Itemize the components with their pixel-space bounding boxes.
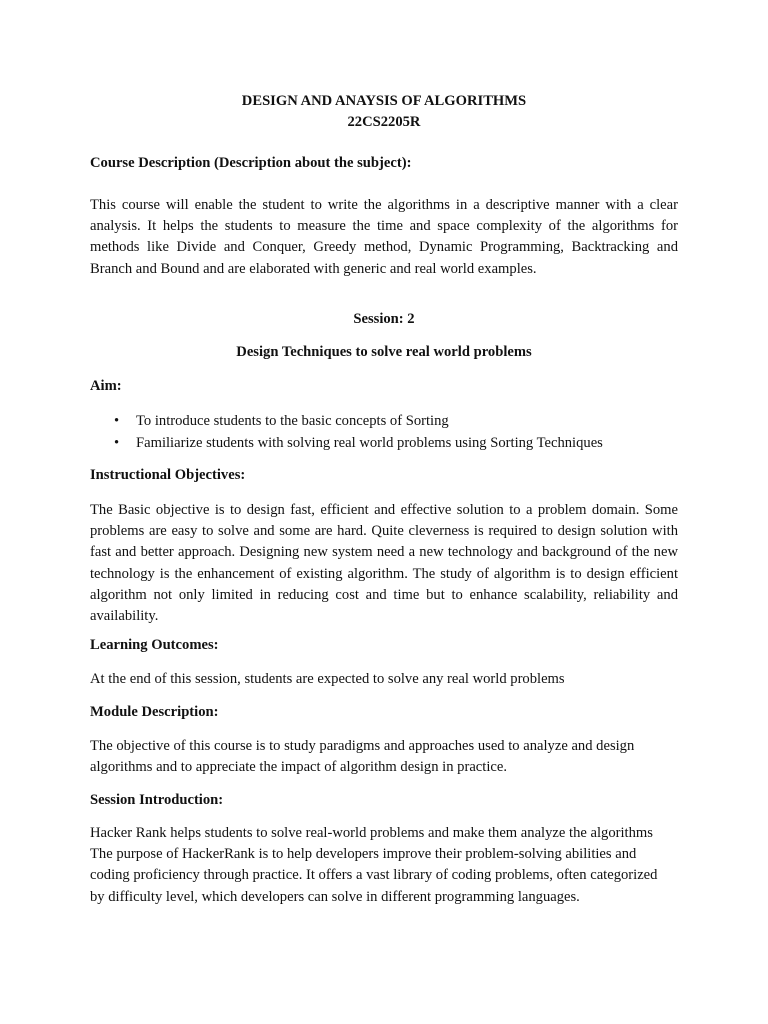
learning-outcomes-text: At the end of this session, students are expected to solve any real world problems xyxy=(90,671,565,687)
document-title: DESIGN AND ANAYSIS OF ALGORITHMS xyxy=(241,93,527,109)
aim-list xyxy=(90,410,678,454)
session-introduction-line: Hacker Rank helps students to solve real-world problems and make them analyze the algorithms xyxy=(90,825,653,841)
aim-item-text: To introduce students to the basic concepts of Sorting xyxy=(136,413,449,429)
aim-list-item xyxy=(90,432,678,454)
module-description-text: The objective of this course is to study paradigms and approaches used to analyze and design algorithms and to appreciate the impact of algorithm design in practice. xyxy=(90,738,635,776)
session-introduction-line: The purpose of HackerRank is to help developers improve their problem-solving abilities and xyxy=(90,846,637,863)
session-introduction-line: coding proficiency through practice. It offers a vast library of coding problems, often categorized xyxy=(90,867,658,884)
aim-heading: Aim: xyxy=(90,378,122,394)
session-title: Session: 2 xyxy=(353,311,415,327)
module-description-heading: Module Description: xyxy=(90,704,219,720)
bullet-icon: • xyxy=(114,413,120,429)
session-introduction-line: by difficulty level, which developers can solve in different programming languages. xyxy=(90,888,580,905)
course-description-heading: Course Description (Description about the subject): xyxy=(90,155,412,171)
instructional-objectives-heading: Instructional Objectives: xyxy=(90,467,246,483)
learning-outcomes-heading: Learning Outcomes: xyxy=(90,637,219,653)
bullet-icon: • xyxy=(114,435,120,451)
course-code: 22CS2205R xyxy=(347,114,421,130)
session-introduction-text xyxy=(90,823,678,908)
aim-item-text: Familiarize students with solving real world problems using Sorting Techniques xyxy=(136,435,603,451)
instructional-objectives-text: The Basic objective is to design fast, efficient and effective solution to a problem domain. Some problems are easy to solve and some are hard. Quite cleverness is required to design solution with fast and better approach. Designing new system need a new technology and background of the new technology is the enhancement of existing algorithm. The study of algorithm is to design efficient algorithm not only limited in reducing cost and time but to enhance scalability, reliability and availability. xyxy=(90,502,678,625)
course-description-text: This course will enable the student to write the algorithms in a descriptive manner with a clear analysis. It helps the students to measure the time and space complexity of the algorithms for methods like Divide and Conquer, Greedy method, Dynamic Programming, Backtracking and Branch and Bound and are elaborated with generic and real world examples. xyxy=(90,197,678,277)
session-subtitle: Design Techniques to solve real world problems xyxy=(236,344,532,360)
session-introduction-heading: Session Introduction: xyxy=(90,792,224,808)
aim-list-item xyxy=(90,410,678,432)
